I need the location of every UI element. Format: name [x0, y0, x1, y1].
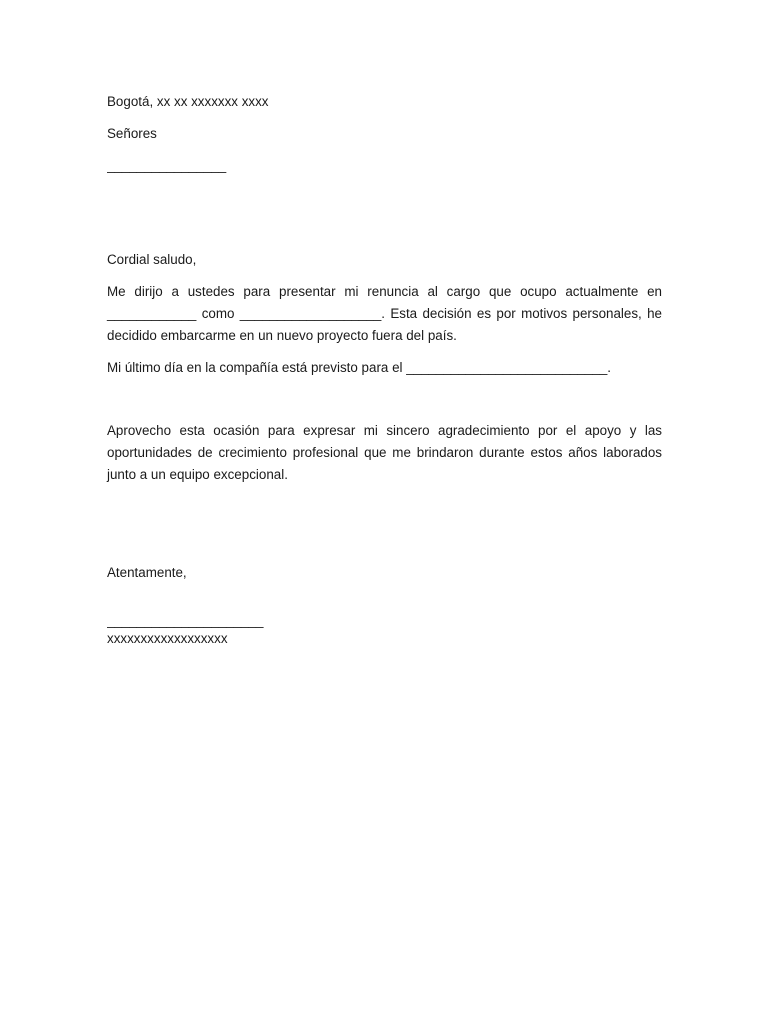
recipient-blank: ________________ [107, 158, 227, 173]
letter-document [107, 88, 662, 648]
signature-name: xxxxxxxxxxxxxxxxxx [107, 631, 228, 646]
signature-line: _____________________ [107, 613, 264, 628]
body-paragraph-last-day: Mi último día en la compañía está previsto para el ___________________________. [107, 360, 612, 375]
date-line: Bogotá, xx xx xxxxxxx xxxx [107, 94, 269, 109]
body-paragraph-resignation: Me dirijo a ustedes para presentar mi renuncia al cargo que ocupo actualmente en ____________ como ___________________. Esta decisión es por motivos personales, he decidido embarcarme en un nuevo proyecto fuera del país. [107, 284, 662, 343]
closing: Atentamente, [107, 565, 187, 580]
salutation: Señores [107, 126, 157, 141]
body-paragraph-gratitude: Aprovecho esta ocasión para expresar mi sincero agradecimiento por el apoyo y las oportunidades de crecimiento profesional que me brindaron durante estos años laborados junto a un equipo excepcional. [107, 423, 662, 482]
greeting: Cordial saludo, [107, 252, 197, 267]
